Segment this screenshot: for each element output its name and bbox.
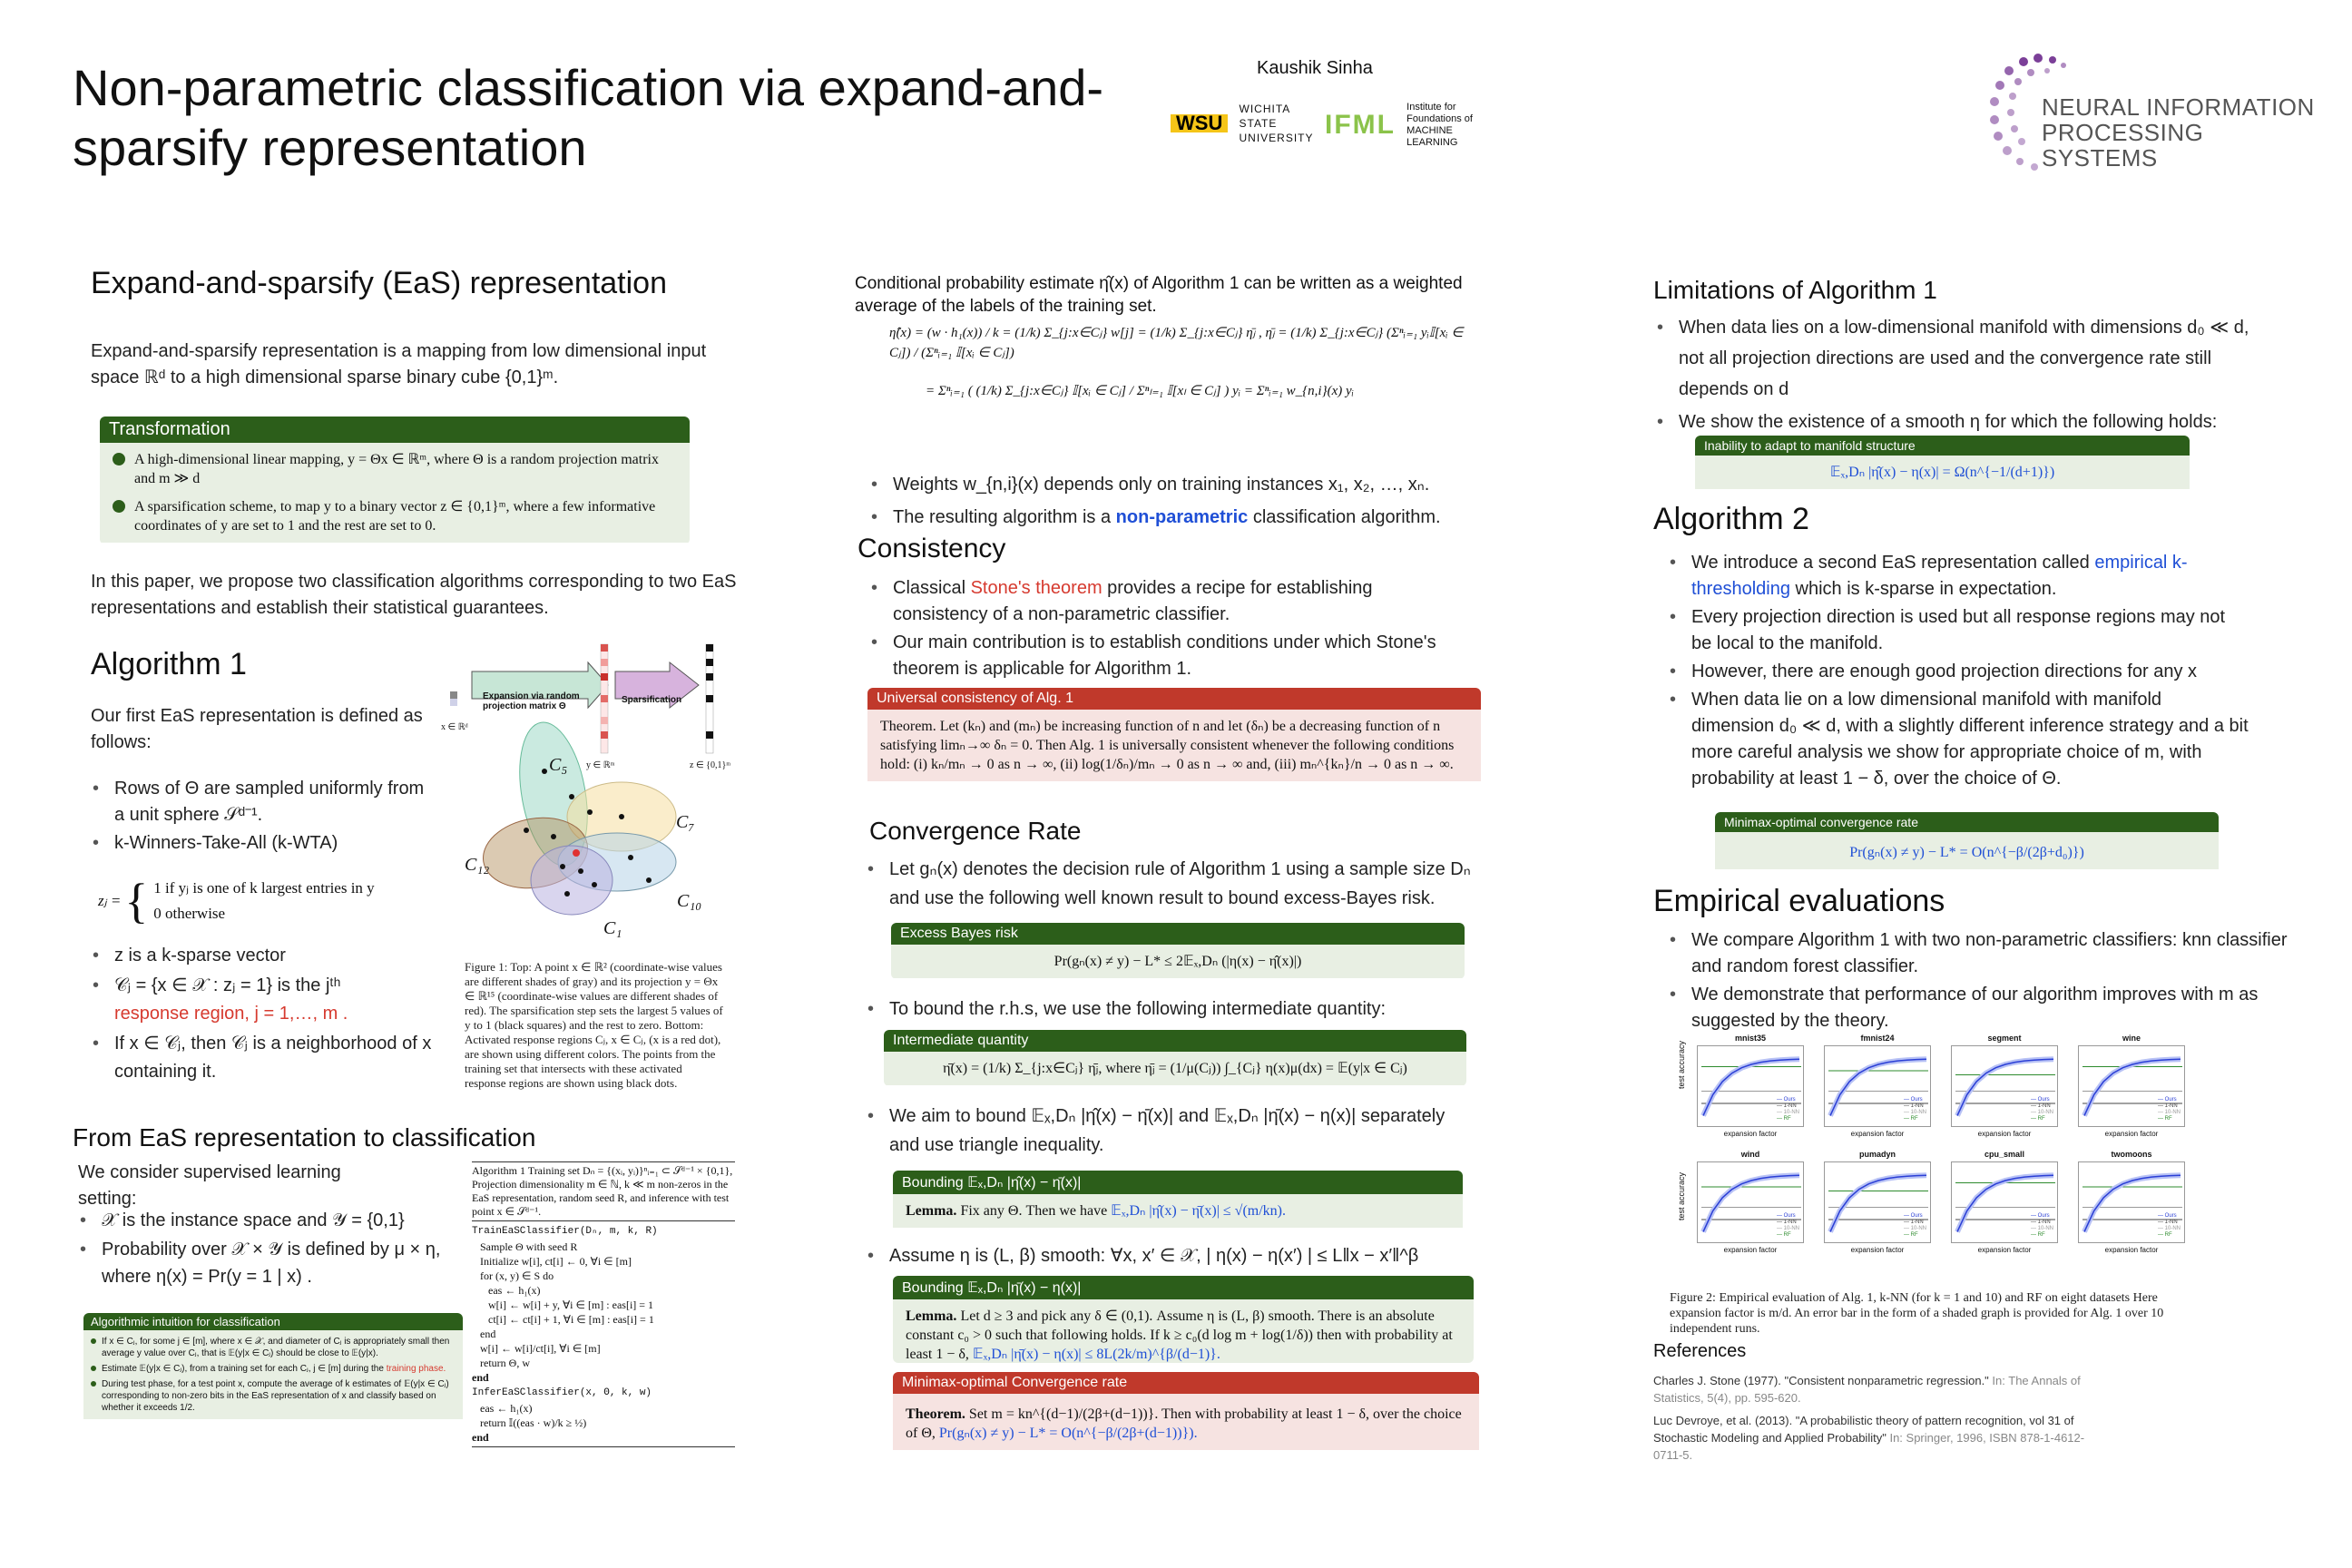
convergence-bullet-1: [866, 855, 1501, 915]
legend-item: — 1-NN: [2157, 1220, 2178, 1225]
excess-body: Pr(gₙ(x) ≠ y) − L* ≤ 2𝔼ₓ,Dₙ (|η(x) − η̂(x)|): [891, 945, 1465, 978]
minimax1-body: Set m = kn^{(d−1)/(2β+(d−1))}. Then with probability at least 1 − δ, over the choice of Θ,: [906, 1406, 1462, 1441]
legend-item: — 10-NN: [2157, 1226, 2180, 1231]
bounding2-lemma: Lemma.: [906, 1308, 957, 1324]
minimax2-box: [1715, 812, 2219, 877]
mini-chart-xlabel: expansion factor: [1977, 1130, 2032, 1138]
fig2-ylabel-bottom: test accuracy: [1677, 1171, 1686, 1220]
mini-chart-wind: [1697, 1150, 1804, 1254]
minimax2-body: Pr(gₙ(x) ≠ y) − L* = O(n^{−β/(2β+d₀)}): [1715, 832, 2219, 869]
supervised-bullet: • Probability over 𝒳 × 𝒴 is defined by μ × η, where η(x) = Pr(y = 1 | x) .: [78, 1236, 459, 1290]
convergence-bullet: • We aim to bound 𝔼ₓ,Dₙ |η̂(x) − η̄(x)| and 𝔼ₓ,Dₙ |η̄(x) − η(x)| separately and use triangle inequality.: [866, 1102, 1446, 1160]
stone-prefix: Classical: [893, 578, 966, 598]
algo-line: return Θ, w: [472, 1357, 530, 1369]
intuition-item-3: During test phase, for a test point x, compute the average of k estimates of 𝔼(y|x ∈ Cⱼ) corresponding to non-zero bits in the EaS representation of x and classify based on whether it exceeds 1/2.: [102, 1379, 449, 1413]
fig1-z-label: z ∈ {0,1}ᵐ: [690, 760, 731, 770]
mini-chart-fmnist24: [1824, 1034, 1931, 1138]
legend-item: — Ours: [1903, 1213, 1923, 1219]
mini-chart-legend: [2031, 1097, 2053, 1122]
legend-item: — 10-NN: [2030, 1226, 2053, 1231]
wsu-logo: [1171, 102, 1330, 145]
figure1-caption: Figure 1: Top: A point x ∈ ℝ² (coordinate-wise values are different shades of gray) and its projection y = Θx ∈ ℝ¹⁵ (coordinate-wise values are different shades of red). The sparsification step sets the largest 5 values of y to 1 (black squares) and the rest to zero. Bottom: Activated response regions Cⱼ, x ∈ Cⱼ, (x is a red dot), are shown using different colors. The points from the training set that intersects with these activated response regions are shown using black dots.: [465, 960, 723, 1090]
transformation-box: [100, 416, 690, 544]
ifml-text: Institute for Foundations of MACHINE LEARNING: [1406, 102, 1473, 148]
mini-chart-wine: [2078, 1034, 2185, 1138]
inability-header: Inability to adapt to manifold structure: [1695, 436, 2190, 456]
intuition-box: [83, 1313, 463, 1451]
supervised-paragraph: We consider supervised learning setting:: [78, 1162, 341, 1209]
limitation-bullet: • When data lies on a low-dimensional manifold with dimensions d₀ ≪ d, not all projection directions are used and the convergence rate still depends on d: [1655, 312, 2272, 405]
convergence-bullet-4: [866, 1243, 1501, 1271]
transformation-header: Transformation: [100, 416, 690, 443]
figure2-caption: Figure 2: Empirical evaluation of Alg. 1, k-NN (for k = 1 and 10) and RF on eight datasets Here expansion factor is m/d. An error bar in the form of a shaded graph is provided for Alg. 1 over 10 independent runs.: [1670, 1291, 2164, 1336]
zj-definition: zⱼ = { 1 if yⱼ is one of k largest entries in y 0 otherwise: [98, 874, 375, 928]
algo-line: TrainEaSClassifier(Dₙ, m, k, R): [472, 1226, 658, 1237]
algo-line: for (x, y) ∈ S do: [472, 1269, 554, 1282]
minimax1-inequality: Pr(gₙ(x) ≠ y) − L* = O(n^{−β/(2β+(d−1))}).: [938, 1426, 1198, 1441]
reference-2: [1653, 1412, 2107, 1464]
algo-line: end: [472, 1371, 489, 1384]
legend-item: — Ours: [1776, 1097, 1796, 1102]
algo-line: Algorithm 1 Training set Dₙ = {(xᵢ, yᵢ)}ⁿᵢ₌₁ ⊂ 𝒮ᵈ⁻¹ × {0,1}, Projection dimensionality m ∈ ℕ, k ≪ m non-zeros in the EaS representation, random seed R, and inference with test point x ∈ 𝒮ᵈ⁻¹.: [472, 1164, 735, 1221]
excess-header: Excess Bayes risk: [891, 923, 1465, 945]
fig2-ylabel-top: test accuracy: [1677, 1040, 1686, 1089]
legend-item: — RF: [1776, 1116, 1791, 1122]
bounding2-box: [893, 1276, 1474, 1363]
algo-line: end: [472, 1431, 489, 1444]
fig1-sparsify-label: Sparsification: [622, 695, 682, 705]
mini-chart-legend: [2031, 1213, 2053, 1239]
mini-chart-legend: [2158, 1213, 2180, 1239]
transformation-item-1: A high-dimensional linear mapping, y = Θx ∈ ℝᵐ, where Θ is a random projection matrix and m ≫ d: [134, 452, 659, 486]
algorithm1-box: [472, 1161, 735, 1447]
convergence-bullet: • To bound the r.h.s, we use the following intermediate quantity:: [866, 996, 1501, 1023]
eas-section-title: Expand-and-sparsify (EaS) representation: [91, 266, 667, 300]
mini-chart-title: fmnist24: [1860, 1034, 1895, 1043]
fig1-c10-label: C₁₀: [677, 891, 702, 911]
mini-chart-segment: [1951, 1034, 2058, 1138]
propose-paragraph: In this paper, we propose two classification algorithms corresponding to two EaS representations and establish their statistical guarantees.: [91, 572, 737, 618]
bounding1-box: [893, 1171, 1463, 1238]
wsu-mark: WSU: [1171, 114, 1228, 132]
mini-chart-title: segment: [1987, 1034, 2022, 1043]
alg1-bullet: • k-Winners-Take-All (k-WTA): [91, 830, 426, 857]
legend-item: — 1-NN: [2030, 1220, 2051, 1225]
legend-item: — RF: [2157, 1116, 2172, 1122]
transformation-item-2: A sparsification scheme, to map y to a binary vector z ∈ {0,1}ᵐ, where a few informative coordinates of y are set to 1 and the rest are set to 0.: [134, 499, 656, 534]
empirical-bullets: [1668, 927, 2303, 1036]
minimax1-theorem: Theorem.: [906, 1406, 965, 1422]
limitations-bullets: [1655, 312, 2272, 439]
legend-item: — 1-NN: [2030, 1103, 2051, 1109]
weights-bullets: [869, 469, 1486, 534]
ifml-logo: [1325, 102, 1506, 149]
bounding1-header: Bounding 𝔼ₓ,Dₙ |η̂(x) − η̄(x)|: [893, 1171, 1463, 1194]
algo-line: Initialize w[i], ct[i] ← 0, ∀i ∈ [m]: [472, 1255, 632, 1268]
bounding1-inequality: 𝔼ₓ,Dₙ |η̂(x) − η̄(x)| ≤ √(m/kn).: [1111, 1203, 1286, 1219]
zj-lhs: zⱼ =: [98, 892, 122, 909]
fig1-c5-label: C₅: [549, 755, 568, 775]
mini-chart-legend: [1904, 1097, 1926, 1122]
mini-chart-title: cpu_small: [1984, 1150, 2025, 1159]
legend-item: — 10-NN: [1903, 1110, 1926, 1115]
legend-item: — 10-NN: [2030, 1110, 2053, 1115]
bounding1-lemma: Lemma.: [906, 1203, 957, 1219]
minimax2-header: Minimax-optimal convergence rate: [1715, 812, 2219, 832]
consistency-bullet: • Our main contribution is to establish conditions under which Stone's theorem is applicable for Algorithm 1.: [869, 630, 1468, 682]
algorithm2-bullets: [1668, 550, 2249, 794]
neurips-text: NEURAL INFORMATION PROCESSING SYSTEMS: [2042, 93, 2315, 172]
mini-chart-legend: [2158, 1097, 2180, 1122]
mini-chart-xlabel: expansion factor: [1850, 1130, 1905, 1138]
zj-case-2: 0 otherwise: [153, 905, 226, 922]
universal-consistency-box: [867, 688, 1481, 800]
mini-chart-legend: [1904, 1213, 1926, 1239]
legend-item: — 1-NN: [1776, 1220, 1797, 1225]
limitation-bullet: • We show the existence of a smooth η for which the following holds:: [1655, 407, 2272, 437]
supervised-bullets: [78, 1207, 459, 1292]
legend-item: — RF: [1903, 1116, 1918, 1122]
algorithm1-bullets-2: [91, 942, 454, 1088]
algo-line: end: [472, 1328, 496, 1340]
minimax-convergence-box: [893, 1372, 1479, 1474]
convergence-bullet: • Assume η is (L, β) smooth: ∀x, x′ ∈ 𝒳, | η(x) − η(x′) | ≤ L‖x − x′‖^β: [866, 1243, 1501, 1269]
alg1-bullet: • If x ∈ 𝒞ⱼ, then 𝒞ⱼ is a neighborhood of x containing it.: [91, 1030, 454, 1086]
weights-bullet: • Weights w_{n,i}(x) depends only on training instances x₁, x₂, …, xₙ.: [869, 469, 1486, 500]
legend-item: — 1-NN: [1776, 1103, 1797, 1109]
nonparam-tail: classification algorithm.: [1252, 507, 1441, 527]
reference-1: [1653, 1372, 2107, 1406]
stone-post: provides a recipe for establishing consistency of a non-parametric classifier.: [893, 578, 1373, 624]
mini-chart-xlabel: expansion factor: [1723, 1130, 1778, 1138]
legend-item: — Ours: [2157, 1213, 2177, 1219]
fig1-c1-label: C₁: [603, 918, 622, 938]
figure1: [436, 635, 744, 944]
legend-item: — Ours: [2030, 1213, 2050, 1219]
fig1-expand-label: Expansion via random projection matrix Θ: [483, 691, 580, 711]
algorithm1-intro: Our first EaS representation is defined as follows:: [91, 706, 423, 752]
fig1-c12-label: C₁₂: [465, 855, 490, 875]
alg2-bullet: [1668, 550, 2249, 603]
consistency-title: Consistency: [858, 534, 1006, 564]
algo-line: Sample Θ with seed R: [472, 1240, 578, 1253]
eq-eta-hat-2: = Σⁿᵢ₌₁ ( (1/k) Σ_{j:x∈Cⱼ} 𝕀[xᵢ ∈ Cⱼ] / Σⁿₗ₌₁ 𝕀[xₗ ∈ Cⱼ] ) yᵢ = Σⁿᵢ₌₁ w_{n,i}(x) yᵢ: [926, 384, 1355, 398]
nonparam-prefix: The resulting algorithm is a: [893, 507, 1112, 527]
legend-item: — 10-NN: [2157, 1110, 2180, 1115]
empirical-k-thresholding-text: empirical k-thresholding: [1691, 553, 2188, 599]
nonparam-bullet: [869, 502, 1486, 533]
intuition-header: Algorithmic intuition for classification: [83, 1313, 463, 1330]
mini-chart-cpu_small: [1951, 1150, 2058, 1254]
training-phase-text: training phase.: [386, 1364, 446, 1374]
fig1-x-label: x ∈ ℝᵈ: [441, 722, 468, 732]
excess-bayes-box: [891, 923, 1465, 979]
alg2-bullet: • When data lie on a low dimensional manifold with manifold dimension d₀ ≪ d, with a slightly different inference strategy and a bit more careful analysis we show for appropriate choice of m, with probability at least 1 − δ, over the choice of Θ.: [1668, 687, 2249, 792]
convergence-title: Convergence Rate: [869, 817, 1082, 845]
ref2-citation: Luc Devroye, et al. (2013). "A probabilistic theory of pattern recognition, vol 31 of Stochastic Modeling and Applied Probability": [1653, 1414, 2074, 1445]
consistency-bullet: [869, 575, 1468, 628]
legend-item: — 1-NN: [1903, 1103, 1924, 1109]
mini-chart-xlabel: expansion factor: [1850, 1246, 1905, 1254]
mini-chart-title: mnist35: [1734, 1034, 1766, 1043]
convergence-bullet-3: [866, 1102, 1446, 1161]
algorithm2-title: Algorithm 2: [1653, 502, 1809, 536]
universal-body: Theorem. Let (kₙ) and (mₙ) be increasing function of n and let (δₙ) be a decreasing function of n satisfying limₙ→∞ δₙ = 0. Then Alg. 1 is universally consistent whenever the following conditions hold: (i) kₙ/mₙ → 0 as n → ∞, (ii) log(1/δₙ)/mₙ → 0 as n → ∞ and, (iii) mₙ^{kₙ}/n → 0 as n → ∞.: [867, 710, 1481, 781]
bounding2-body: Let d ≥ 3 and pick any δ ∈ (0,1). Assume η is (L, β) smooth. There is an absolute constant c₀ > 0 such that following holds. If k ≥ c₀(d log m + log(1/δ)) then with probability at least 1 − δ,: [906, 1308, 1453, 1362]
mini-chart-legend: [1777, 1097, 1799, 1122]
alg1-bullet: • z is a k-sparse vector: [91, 942, 454, 970]
consistency-bullets: [869, 575, 1468, 684]
convergence-bullet: • Let gₙ(x) denotes the decision rule of Algorithm 1 using a sample size Dₙ and use the following well known result to bound excess-Bayes risk.: [866, 855, 1501, 913]
algorithm1-title: Algorithm 1: [91, 647, 247, 681]
algo-line: w[i] ← w[i]/ct[i], ∀i ∈ [m]: [472, 1342, 601, 1355]
algo-line: eas ← h₁(x): [472, 1402, 533, 1415]
algo-line: return 𝕀((eas · w)/k ≥ ½): [472, 1416, 587, 1429]
legend-item: — RF: [2030, 1116, 2045, 1122]
eq-eta-hat-1: η̂(x) = (w · h₁(x)) / k = (1/k) Σ_{j:x∈Cⱼ} w[j] = (1/k) Σ_{j:x∈Cⱼ} η̄ⱼ , η̄ⱼ = (1/k) Σ_{j:x∈Cⱼ} (Σⁿᵢ₌₁ yᵢ𝕀[xᵢ ∈ Cⱼ]) / (Σⁿᵢ₌₁ 𝕀[xᵢ ∈ Cⱼ]): [889, 326, 1464, 360]
mini-chart-pumadyn: [1824, 1150, 1931, 1254]
intermediate-header: Intermediate quantity: [884, 1030, 1466, 1052]
algo-line: eas ← h₁(x): [472, 1284, 541, 1297]
eas-paragraph: Expand-and-sparsify representation is a mapping from low dimensional input space ℝᵈ to a high dimensional sparse binary cube {0,1}ᵐ.: [91, 341, 707, 387]
intuition-item-2: Estimate 𝔼(y|x ∈ Cⱼ), from a training set for each Cⱼ, j ∈ [m] during the: [102, 1364, 384, 1374]
intermediate-body: η̄(x) = (1/k) Σ_{j:x∈Cⱼ} η̄ⱼ, where η̄ⱼ = (1/μ(Cⱼ)) ∫_{Cⱼ} η(x)μ(dx) = 𝔼(y|x ∈ Cⱼ): [884, 1052, 1466, 1085]
intuition-item-1: If x ∈ Cⱼ, for some j ∈ [m], where x ∈ 𝒳, and diameter of Cⱼ is appropriately small then average y value over Cⱼ, that is 𝔼(y|x ∈ Cⱼ) should be close to 𝔼(y|x).: [102, 1337, 450, 1358]
author-name: Kaushik Sinha: [1257, 58, 1373, 78]
legend-item: — 1-NN: [2157, 1103, 2178, 1109]
alg1-bullet: [91, 972, 454, 1028]
legend-item: — Ours: [1903, 1097, 1923, 1102]
conditional-paragraph: Conditional probability estimate η̂(x) of Algorithm 1 can be written as a weighted average of the labels of the training set.: [855, 274, 1463, 316]
convergence-bullet-2: [866, 996, 1501, 1024]
ref1-citation: Charles J. Stone (1977). "Consistent nonparametric regression.": [1653, 1374, 1989, 1387]
legend-item: — 10-NN: [1776, 1226, 1799, 1231]
mini-chart-xlabel: expansion factor: [1723, 1246, 1778, 1254]
zj-case-1: 1 if yⱼ is one of k largest entries in y: [153, 879, 375, 897]
eas-classification-title: From EaS representation to classification: [73, 1123, 536, 1152]
fig1-y-label: y ∈ ℝᵐ: [586, 760, 615, 770]
alg2-prefix: We introduce a second EaS representation called: [1691, 553, 2090, 573]
ifml-mark: IFML: [1325, 110, 1396, 140]
empirical-title: Empirical evaluations: [1653, 884, 1945, 918]
mini-chart-xlabel: expansion factor: [2104, 1246, 2159, 1254]
algo-line: w[i] ← w[i] + y, ∀i ∈ [m] : eas[i] = 1: [472, 1298, 654, 1311]
supervised-bullet: • 𝒳 is the instance space and 𝒴 = {0,1}: [78, 1207, 459, 1234]
wsu-text: WICHITA STATE UNIVERSITY: [1239, 103, 1314, 144]
legend-item: — 10-NN: [1903, 1226, 1926, 1231]
mini-chart-xlabel: expansion factor: [1977, 1246, 2032, 1254]
mini-chart-xlabel: expansion factor: [2104, 1130, 2159, 1138]
universal-header: Universal consistency of Alg. 1: [867, 688, 1481, 710]
legend-item: — Ours: [1776, 1213, 1796, 1219]
nonparametric-text: non-parametric: [1115, 507, 1249, 527]
alg2-post: which is k-sparse in expectation.: [1795, 579, 2057, 599]
legend-item: — RF: [1776, 1232, 1791, 1238]
ref2-venue: In: Springer, 1996, ISBN 878-1-4612-0711-5.: [1653, 1431, 2085, 1462]
figure2-charts: [1677, 1034, 2241, 1289]
references-title: References: [1653, 1341, 1747, 1361]
legend-item: — 1-NN: [1903, 1220, 1924, 1225]
mini-chart-title: pumadyn: [1858, 1150, 1896, 1159]
intermediate-box: [884, 1030, 1466, 1086]
bounding1-body: Fix any Θ. Then we have: [960, 1203, 1108, 1219]
legend-item: — RF: [2157, 1232, 2172, 1238]
algorithm1-bullets: [91, 776, 426, 858]
legend-item: — Ours: [2157, 1097, 2177, 1102]
mini-chart-mnist35: [1697, 1034, 1804, 1138]
empirical-bullet: • We demonstrate that performance of our algorithm improves with m as suggested by the theory.: [1668, 982, 2303, 1034]
algo-line: ct[i] ← ct[i] + 1, ∀i ∈ [m] : eas[i] = 1: [472, 1313, 654, 1326]
algo-line: InferEaSClassifier(x, Θ, k, w): [472, 1387, 652, 1398]
response-region-text: response region, j = 1,…, m .: [114, 1004, 348, 1024]
inability-box: [1695, 436, 2190, 494]
legend-item: — 10-NN: [1776, 1110, 1799, 1115]
legend-item: — RF: [2030, 1232, 2045, 1238]
poster-title: Non-parametric classification via expand-and-sparsify representation: [73, 59, 1104, 176]
response-region-prefix: 𝒞ⱼ = {x ∈ 𝒳 : zⱼ = 1} is the jᵗʰ: [114, 975, 341, 995]
ref1-venue: In: The Annals of Statistics, 5(4), pp. 595-620.: [1653, 1374, 2081, 1405]
mini-chart-title: wind: [1740, 1150, 1760, 1159]
mini-chart-legend: [1777, 1213, 1799, 1239]
neurips-logo: [1969, 45, 2332, 200]
mini-chart-title: twomoons: [2111, 1150, 2152, 1159]
bounding2-inequality: 𝔼ₓ,Dₙ |η̄(x) − η(x)| ≤ 8L(2k/m)^{β/(d−1)}.: [972, 1347, 1220, 1362]
empirical-bullet: • We compare Algorithm 1 with two non-parametric classifiers: knn classifier and random forest classifier.: [1668, 927, 2303, 980]
fig1-c7-label: C₇: [676, 812, 695, 832]
alg2-bullet: • Every projection direction is used but all response regions may not be local to the manifold.: [1668, 604, 2249, 657]
stones-theorem-text: Stone's theorem: [970, 578, 1102, 598]
bounding2-header: Bounding 𝔼ₓ,Dₙ |η̄(x) − η(x)|: [893, 1276, 1474, 1299]
inability-body: 𝔼ₓ,Dₙ |η̂(x) − η(x)| = Ω(n^{−1/(d+1)}): [1695, 456, 2190, 489]
legend-item: — RF: [1903, 1232, 1918, 1238]
limitations-title: Limitations of Algorithm 1: [1653, 276, 1937, 304]
alg1-bullet: • Rows of Θ are sampled uniformly from a unit sphere 𝒮ᵈ⁻¹.: [91, 776, 426, 828]
mini-chart-twomoons: [2078, 1150, 2185, 1254]
minimax1-header: Minimax-optimal Convergence rate: [893, 1372, 1479, 1394]
alg2-bullet: • However, there are enough good projection directions for any x: [1668, 659, 2249, 685]
mini-chart-title: wine: [2122, 1034, 2141, 1043]
legend-item: — Ours: [2030, 1097, 2050, 1102]
